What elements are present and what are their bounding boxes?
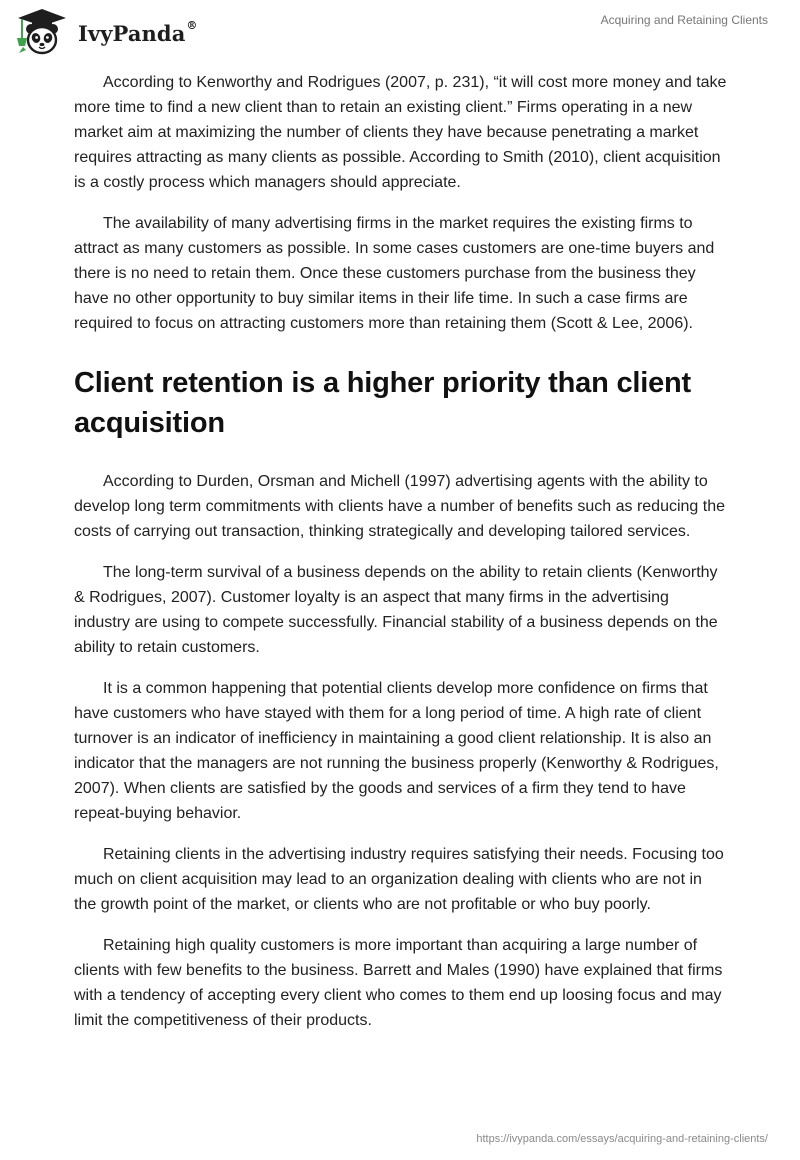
paragraph: The availability of many advertising firms in the market requires the existing firms to attract as many customers as possible. In some cases customers are one-time buyers and there is no need to retain them. Once these customers purchase from the business they have no other opportunity to buy similar items in their life time. In such a case firms are required to focus on attracting customers more than retaining them (Scott & Lee, 2006). <box>74 215 715 332</box>
essay-content <box>74 70 728 1049</box>
brand-name: IvyPanda® <box>78 18 198 46</box>
page-header <box>0 0 800 64</box>
paragraph: It is a common happening that potential clients develop more confidence on firms that have customers who have stayed with them for a long period of time. A high rate of client turnover is an indicator of inefficiency in maintaining a good client relationship. It is also an indicator that the managers are not running the business properly (Kenworthy & Rodrigues, 2007). When clients are satisfied by the goods and services of a firm they tend to have repeat-buying behavior. <box>74 680 719 822</box>
paragraph: According to Durden, Orsman and Michell (1997) advertising agents with the ability to develop long term commitments with clients have a number of benefits such as reducing the costs of carrying out transaction, thinking strategically and developing tailored services. <box>74 473 725 540</box>
paragraph: Retaining clients in the advertising industry requires satisfying their needs. Focusing too much on client acquisition may lead to an organization dealing with clients who are not in the growth point of the market, or clients who are not profitable or who buy poorly. <box>74 846 724 913</box>
ivypanda-logo[interactable] <box>14 7 198 57</box>
registered-mark: ® <box>186 18 198 32</box>
paragraph: Retaining high quality customers is more important than acquiring a large number of clients with few benefits to the business. Barrett and Males (1990) have explained that firms with a tendency of accepting every client who comes to them end up loosing focus and may limit the competitiveness of their products. <box>74 937 723 1029</box>
paragraph: The long-term survival of a business depends on the ability to retain clients (Kenworthy & Rodrigues, 2007). Customer loyalty is an aspect that many firms in the advertising industry are using to compete successfully. Financial stability of a business depends on the ability to retain customers. <box>74 564 718 656</box>
document-title: Acquiring and Retaining Clients <box>600 13 768 27</box>
panda-graduation-cap-icon <box>14 7 70 57</box>
source-url[interactable]: https://ivypanda.com/essays/acquiring-and-retaining-clients/ <box>476 1133 768 1145</box>
paragraph: According to Kenworthy and Rodrigues (2007, p. 231), “it will cost more money and take more time to find a new client than to retain an existing client.” Firms operating in a new market aim at maximizing the number of clients they have because penetrating a market requires attracting as many clients as possible. According to Smith (2010), client acquisition is a costly process which managers should appreciate. <box>74 74 727 191</box>
section-heading: Client retention is a higher priority than client acquisition <box>74 367 691 439</box>
